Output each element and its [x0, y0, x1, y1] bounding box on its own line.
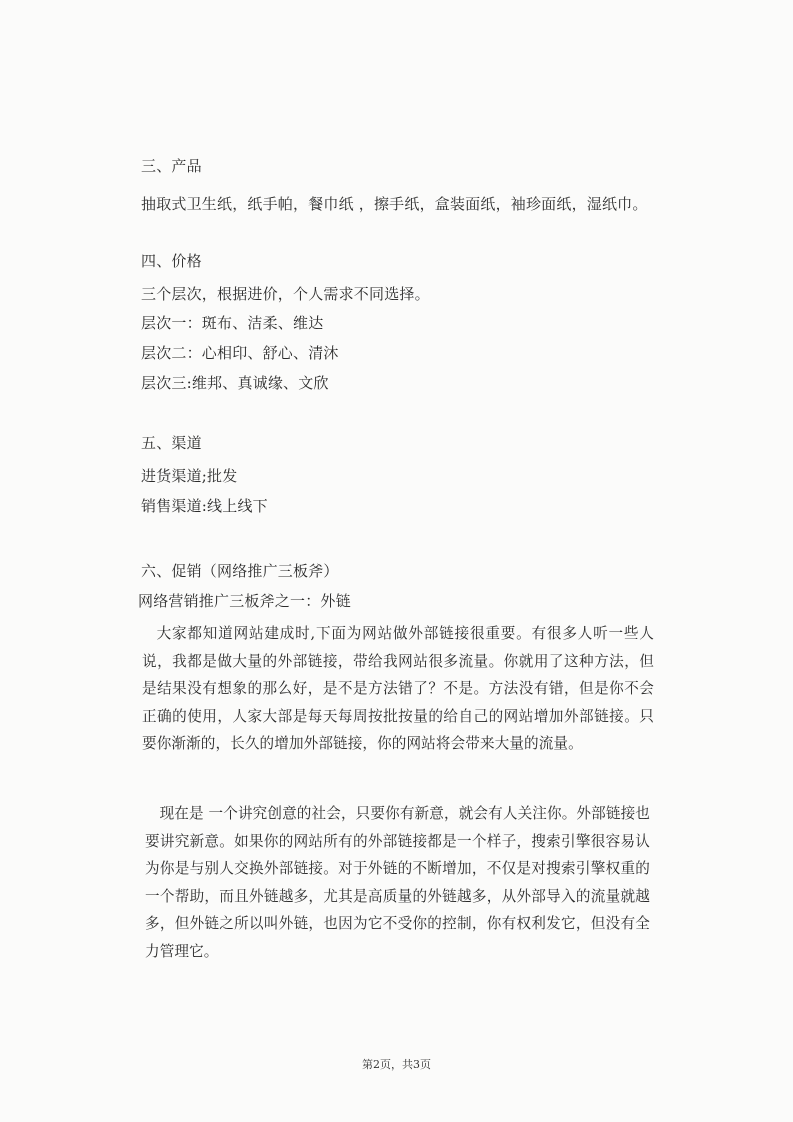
channel-purchase: 进货渠道;批发	[141, 467, 238, 485]
promotion-subheading: 网络营销推广三板斧之一：外链	[138, 592, 351, 610]
promotion-heading: 六、促销（网络推广三板斧）	[141, 562, 339, 580]
price-heading: 四、价格	[141, 252, 202, 270]
price-tier-3: 层次三:维邦、真诚缘、文欣	[141, 374, 329, 392]
promotion-paragraph-2: 现在是 一个讲究创意的社会，只要你有新意，就会有人关注你。外部链接也要讲究新意。如果你的网站所有的外部链接都是一个样子，搜索引擎很容易认为你是与别人交换外部链接。对于外链的不断增加，不仅是对搜索引擎权重的 一个帮助，而且外链越多，尤其是高质量的外链越多，从外部导入的流量就越多，但外链之所以叫外链，也因为它不受你的控制，你有权利发它，但没有全力管理它。	[145, 805, 650, 960]
price-intro: 三个层次，根据进价，个人需求不同选择。	[141, 285, 430, 303]
channels-heading: 五、渠道	[141, 434, 202, 452]
products-heading: 三、产品	[141, 157, 202, 175]
page-footer: 第2页，共3页	[362, 1058, 431, 1071]
channel-sales: 销售渠道:线上线下	[141, 497, 268, 515]
products-list: 抽取式卫生纸，纸手帕，餐巾纸 ，擦手纸，盒装面纸，袖珍面纸，湿纸巾。	[141, 195, 648, 213]
price-tier-2: 层次二：心相印、舒心、清沐	[141, 344, 339, 362]
promotion-paragraph-1: 大家都知道网站建成时,下面为网站做外部链接很重要。有很多人听一些人说，我都是做大量的外部链接，带给我网站很多流量。你就用了这种方法，但是结果没有想象的那么好，是不是方法错了？不是。方法没有错，但是你不会正确的使用，人家大部是每天每周按批按量的给自己的网站增加外部链接。只要你渐渐的，长久的增加外部链接，你的网站将会带来大量的流量。	[142, 625, 654, 752]
price-tier-1: 层次一：斑布、洁柔、维达	[141, 314, 324, 332]
